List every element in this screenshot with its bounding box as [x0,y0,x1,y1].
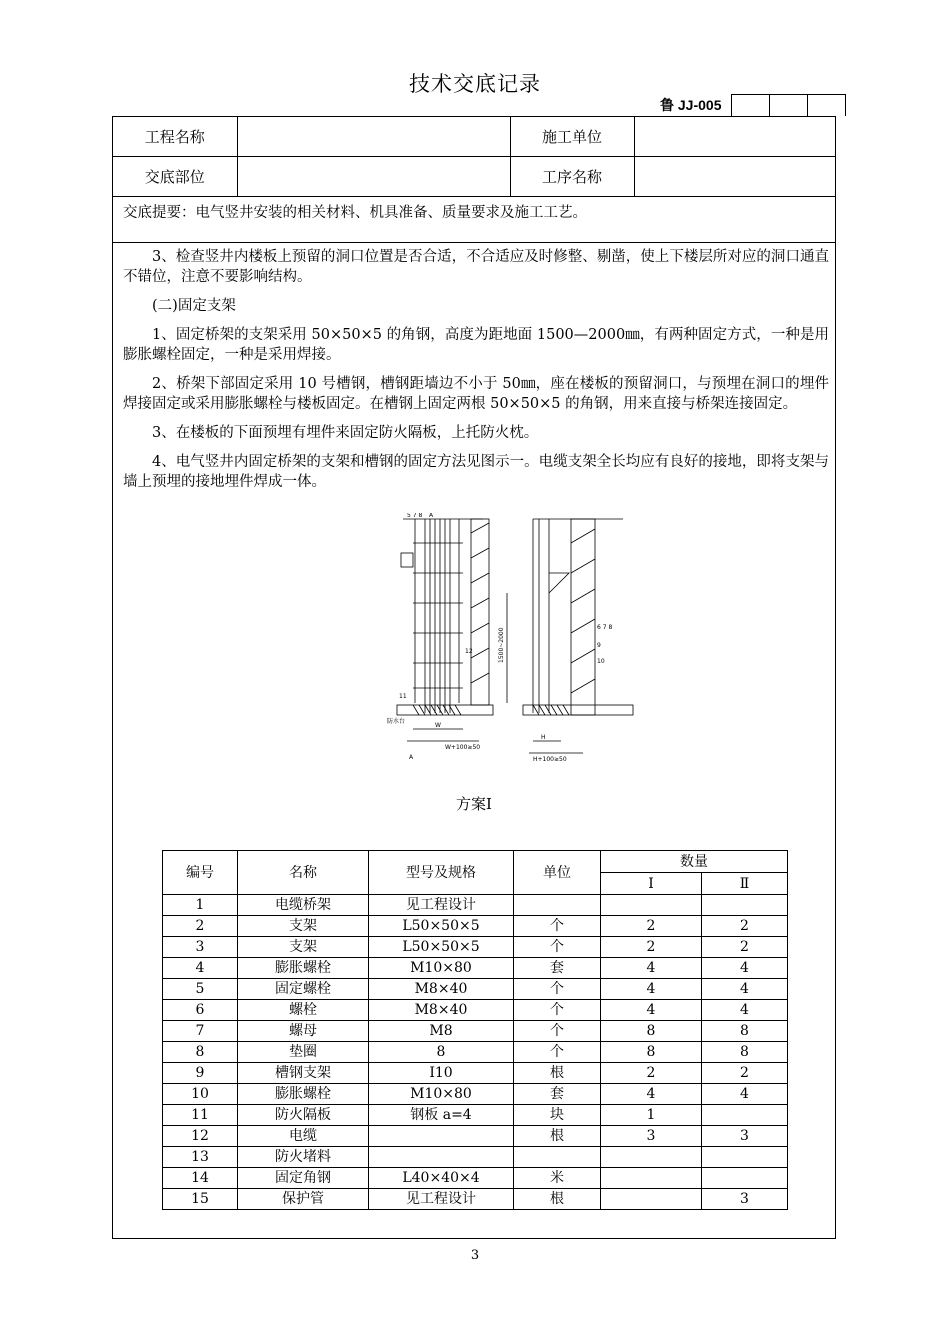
process-value [634,157,835,197]
wall-hatch-right [571,529,595,693]
label-w100: W+100≥50 [445,744,481,751]
table-row [163,1126,788,1147]
row-qty-1: 4 [601,979,702,1000]
label-height: 1500~2000 [498,627,505,663]
row-spec: L40×40×4 [369,1168,514,1189]
row-unit: 个 [514,937,601,958]
table-row [163,958,788,979]
label-waterproof-curb: 防水台 [387,718,406,725]
parts-table [162,850,788,1210]
row-qty-1: 2 [601,1063,702,1084]
body-text [123,247,829,501]
row-qty-1 [601,1189,702,1210]
row-name: 支架 [238,937,369,958]
row-qty-1 [601,1168,702,1189]
row-name: 膨胀螺栓 [238,1084,369,1105]
wall-hatch [471,523,489,683]
row-no: 8 [163,1042,238,1063]
label-12: 12 [465,648,473,655]
row-no: 4 [163,958,238,979]
table-row [163,916,788,937]
row-no: 2 [163,916,238,937]
row-qty-2 [702,1105,788,1126]
form-code-row [660,94,846,116]
row-unit: 根 [514,1126,601,1147]
row-spec: M8×40 [369,979,514,1000]
label-10: 10 [597,658,605,665]
col-header-qty: 数量 [601,851,788,873]
row-unit: 个 [514,1021,601,1042]
row-unit: 个 [514,1042,601,1063]
label-11: 11 [399,693,407,700]
code-box [808,94,846,116]
row-unit: 套 [514,958,601,979]
row-qty-1 [601,895,702,916]
tray-rungs [413,543,463,688]
row-no: 12 [163,1126,238,1147]
row-spec: I10 [369,1063,514,1084]
label-w: W [435,722,441,729]
label-h: H [541,734,546,741]
row-spec: 见工程设计 [369,895,514,916]
row-unit: 根 [514,1189,601,1210]
col-header-name: 名称 [238,851,369,895]
wall-left [471,519,489,705]
label-a-top: A [429,513,434,519]
col-header-unit: 单位 [514,851,601,895]
col-header-qty-2: Ⅱ [702,873,788,895]
construction-unit-value [634,117,835,157]
row-no: 6 [163,1000,238,1021]
row-spec: L50×50×5 [369,937,514,958]
row-name: 防火堵料 [238,1147,369,1168]
paragraph: 3、检查竖井内楼板上预留的洞口位置是否合适，不合适应及时修整、剔凿，使上下楼层所对应的洞口通直不错位，注意不要影响结构。 [123,249,829,285]
col-header-qty-1: Ⅰ [601,873,702,895]
row-unit [514,895,601,916]
row-qty-1: 8 [601,1021,702,1042]
row-no: 13 [163,1147,238,1168]
row-name: 固定角钢 [238,1168,369,1189]
row-unit [514,1147,601,1168]
row-qty-2: 3 [702,1126,788,1147]
row-qty-2 [702,1168,788,1189]
row-qty-2: 2 [702,1063,788,1084]
row-spec: 见工程设计 [369,1189,514,1210]
code-box [770,94,808,116]
row-name: 防火隔板 [238,1105,369,1126]
table-row [163,979,788,1000]
paragraph: 3、在楼板的下面预埋有埋件来固定防火隔板，上托防火枕。 [152,425,539,441]
row-no: 11 [163,1105,238,1126]
page-number: 3 [470,1248,480,1263]
row-qty-1: 4 [601,958,702,979]
table-row [163,1063,788,1084]
form-code: 鲁 JJ-005 [660,97,722,113]
row-qty-1: 2 [601,937,702,958]
row-spec [369,1147,514,1168]
row-name: 电缆桥架 [238,895,369,916]
paragraph: 4、电气竖井内固定桥架的支架和槽钢的固定方法见图示一。电缆支架全长均应有良好的接地，即将支架与墙上预埋的接地埋件焊成一体。 [123,454,829,490]
part-label: 交底部位 [113,157,237,197]
table-row [163,1021,788,1042]
row-no: 14 [163,1168,238,1189]
row-name: 垫圈 [238,1042,369,1063]
table-row [163,1084,788,1105]
row-spec: M8 [369,1021,514,1042]
project-name-label: 工程名称 [113,117,237,157]
part-value [237,157,510,197]
table-row [163,1147,788,1168]
col-header-no: 编号 [163,851,238,895]
row-unit: 根 [514,1063,601,1084]
row-name: 固定螺栓 [238,979,369,1000]
table-row [163,937,788,958]
row-qty-2: 8 [702,1021,788,1042]
row-spec: 8 [369,1042,514,1063]
row-qty-1: 2 [601,916,702,937]
row-qty-2: 4 [702,958,788,979]
row-qty-1: 4 [601,1000,702,1021]
header-table [113,117,835,197]
row-qty-2: 4 [702,1000,788,1021]
col-header-spec: 型号及规格 [369,851,514,895]
row-name: 膨胀螺栓 [238,958,369,979]
table-row [163,1168,788,1189]
side-bracket [401,553,413,567]
summary: 交底提要：电气竖井安装的相关材料、机具准备、质量要求及施工工艺。 [113,197,835,243]
row-name: 螺母 [238,1021,369,1042]
label-a-bottom: A [409,754,414,761]
angle-bracket [549,573,569,593]
row-no: 9 [163,1063,238,1084]
row-spec: L50×50×5 [369,916,514,937]
fire-pillow-hatch [413,705,461,715]
row-qty-1: 8 [601,1042,702,1063]
label-9: 9 [597,642,601,649]
fire-pillow-hatch-right [533,705,569,715]
parts-body [163,895,788,1210]
row-unit: 块 [514,1105,601,1126]
row-qty-2: 4 [702,979,788,1000]
paragraph: 2、桥架下部固定采用 10 号槽钢，槽钢距墙边不小于 50㎜，座在楼板的预留洞口，与预埋在洞口的埋件焊接固定或采用膨胀螺栓与楼板固定。在槽钢上固定两根 50×50×5 的角钢，用来直接与桥架连接固定。 [123,376,829,412]
row-spec [369,1126,514,1147]
row-qty-1: 3 [601,1126,702,1147]
label-h100: H+100≥50 [533,756,567,763]
row-spec: 钢板 a=4 [369,1105,514,1126]
row-name: 螺栓 [238,1000,369,1021]
row-qty-1: 1 [601,1105,702,1126]
row-spec: M10×80 [369,1084,514,1105]
row-unit: 个 [514,979,601,1000]
row-qty-2 [702,895,788,916]
row-unit: 个 [514,916,601,937]
project-name-value [237,117,510,157]
code-box [731,94,770,116]
row-unit: 套 [514,1084,601,1105]
row-unit: 米 [514,1168,601,1189]
row-no: 10 [163,1084,238,1105]
paragraph: (二)固定支架 [152,298,236,314]
row-qty-2: 3 [702,1189,788,1210]
record-form [112,116,836,1239]
label-6-7-8: 6 7 8 [597,624,613,631]
row-qty-1 [601,1147,702,1168]
row-qty-2 [702,1147,788,1168]
row-name: 支架 [238,916,369,937]
construction-unit-label: 施工单位 [510,117,634,157]
diagram-caption: 方案Ⅰ [456,795,492,813]
row-qty-2: 4 [702,1084,788,1105]
row-no: 15 [163,1189,238,1210]
row-no: 1 [163,895,238,916]
row-qty-2: 2 [702,916,788,937]
table-row [163,1042,788,1063]
process-label: 工序名称 [510,157,634,197]
row-qty-2: 8 [702,1042,788,1063]
row-no: 3 [163,937,238,958]
document-title: 技术交底记录 [409,72,541,96]
table-row [163,1189,788,1210]
paragraph: 1、固定桥架的支架采用 50×50×5 的角钢，高度为距地面 1500—2000㎜，有两种固定方式，一种是用膨胀螺栓固定，一种是采用焊接。 [123,327,829,363]
row-qty-2: 2 [702,937,788,958]
table-row [163,895,788,916]
row-name: 保护管 [238,1189,369,1210]
row-no: 5 [163,979,238,1000]
row-qty-1: 4 [601,1084,702,1105]
row-name: 电缆 [238,1126,369,1147]
label-5-7-8: 5 7 8 [407,513,423,519]
table-row [163,1000,788,1021]
table-row [163,1105,788,1126]
bracket-installation-diagram [383,513,743,783]
row-name: 槽钢支架 [238,1063,369,1084]
row-spec: M10×80 [369,958,514,979]
row-unit: 个 [514,1000,601,1021]
row-spec: M8×40 [369,1000,514,1021]
row-no: 7 [163,1021,238,1042]
